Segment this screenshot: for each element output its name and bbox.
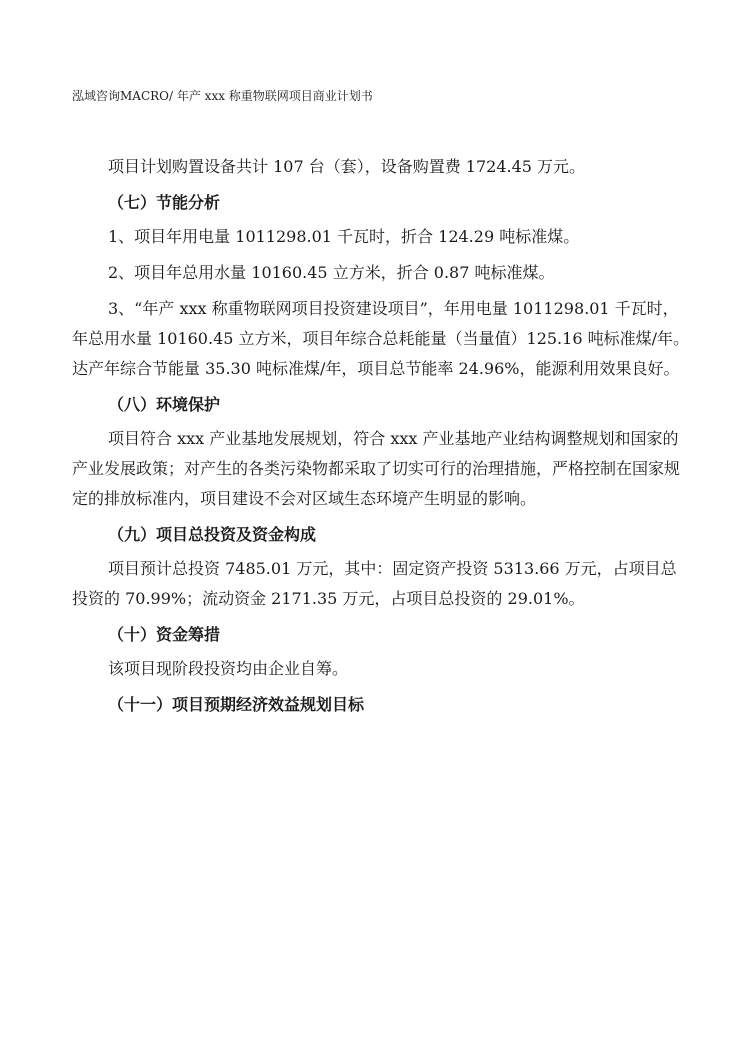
section-7-item-1: 1、项目年用电量 1011298.01 千瓦时，折合 124.29 吨标准煤。 xyxy=(108,227,580,246)
section-7-item-2: 2、项目年总用水量 10160.45 立方米，折合 0.87 吨标准煤。 xyxy=(108,263,555,282)
section-10-paragraph: 该项目现阶段投资均由企业自筹。 xyxy=(108,659,349,678)
equipment-paragraph: 项目计划购置设备共计 107 台（套），设备购置费 1724.45 万元。 xyxy=(108,157,586,176)
section-8-heading: （八）环境保护 xyxy=(108,395,221,414)
section-7-item-3: 3、“年产 xxx 称重物联网项目投资建设项目”，年用电量 1011298.01 千瓦时，年总用水量 10160.45 立方米，项目年综合总耗能量（当量值）125.16 吨标准煤/年。达产年综合节能量 35.30 吨标准煤/年，项目总节能率 24.96%，能源利用效果良好。 xyxy=(72,299,689,378)
section-10-heading: （十）资金筹措 xyxy=(108,625,221,644)
section-8-paragraph: 项目符合 xxx 产业基地发展规划，符合 xxx 产业基地产业结构调整规划和国家的产业发展政策；对产生的各类污染物都采取了切实可行的治理措施，严格控制在国家规定的排放标准内，项目建设不会对区域生态环境产生明显的影响。 xyxy=(72,429,681,508)
section-11-heading: （十一）项目预期经济效益规划目标 xyxy=(108,695,365,714)
section-9-heading: （九）项目总投资及资金构成 xyxy=(108,525,317,544)
document-body xyxy=(72,152,692,724)
section-7-heading: （七）节能分析 xyxy=(108,193,221,212)
section-9-paragraph: 项目预计总投资 7485.01 万元，其中：固定资产投资 5313.66 万元，占项目总投资的 70.99%；流动资金 2171.35 万元，占项目总投资的 29.01%。 xyxy=(72,559,677,608)
running-header: 泓域咨询MACRO/ 年产 xxx 称重物联网项目商业计划书 xyxy=(72,89,373,103)
